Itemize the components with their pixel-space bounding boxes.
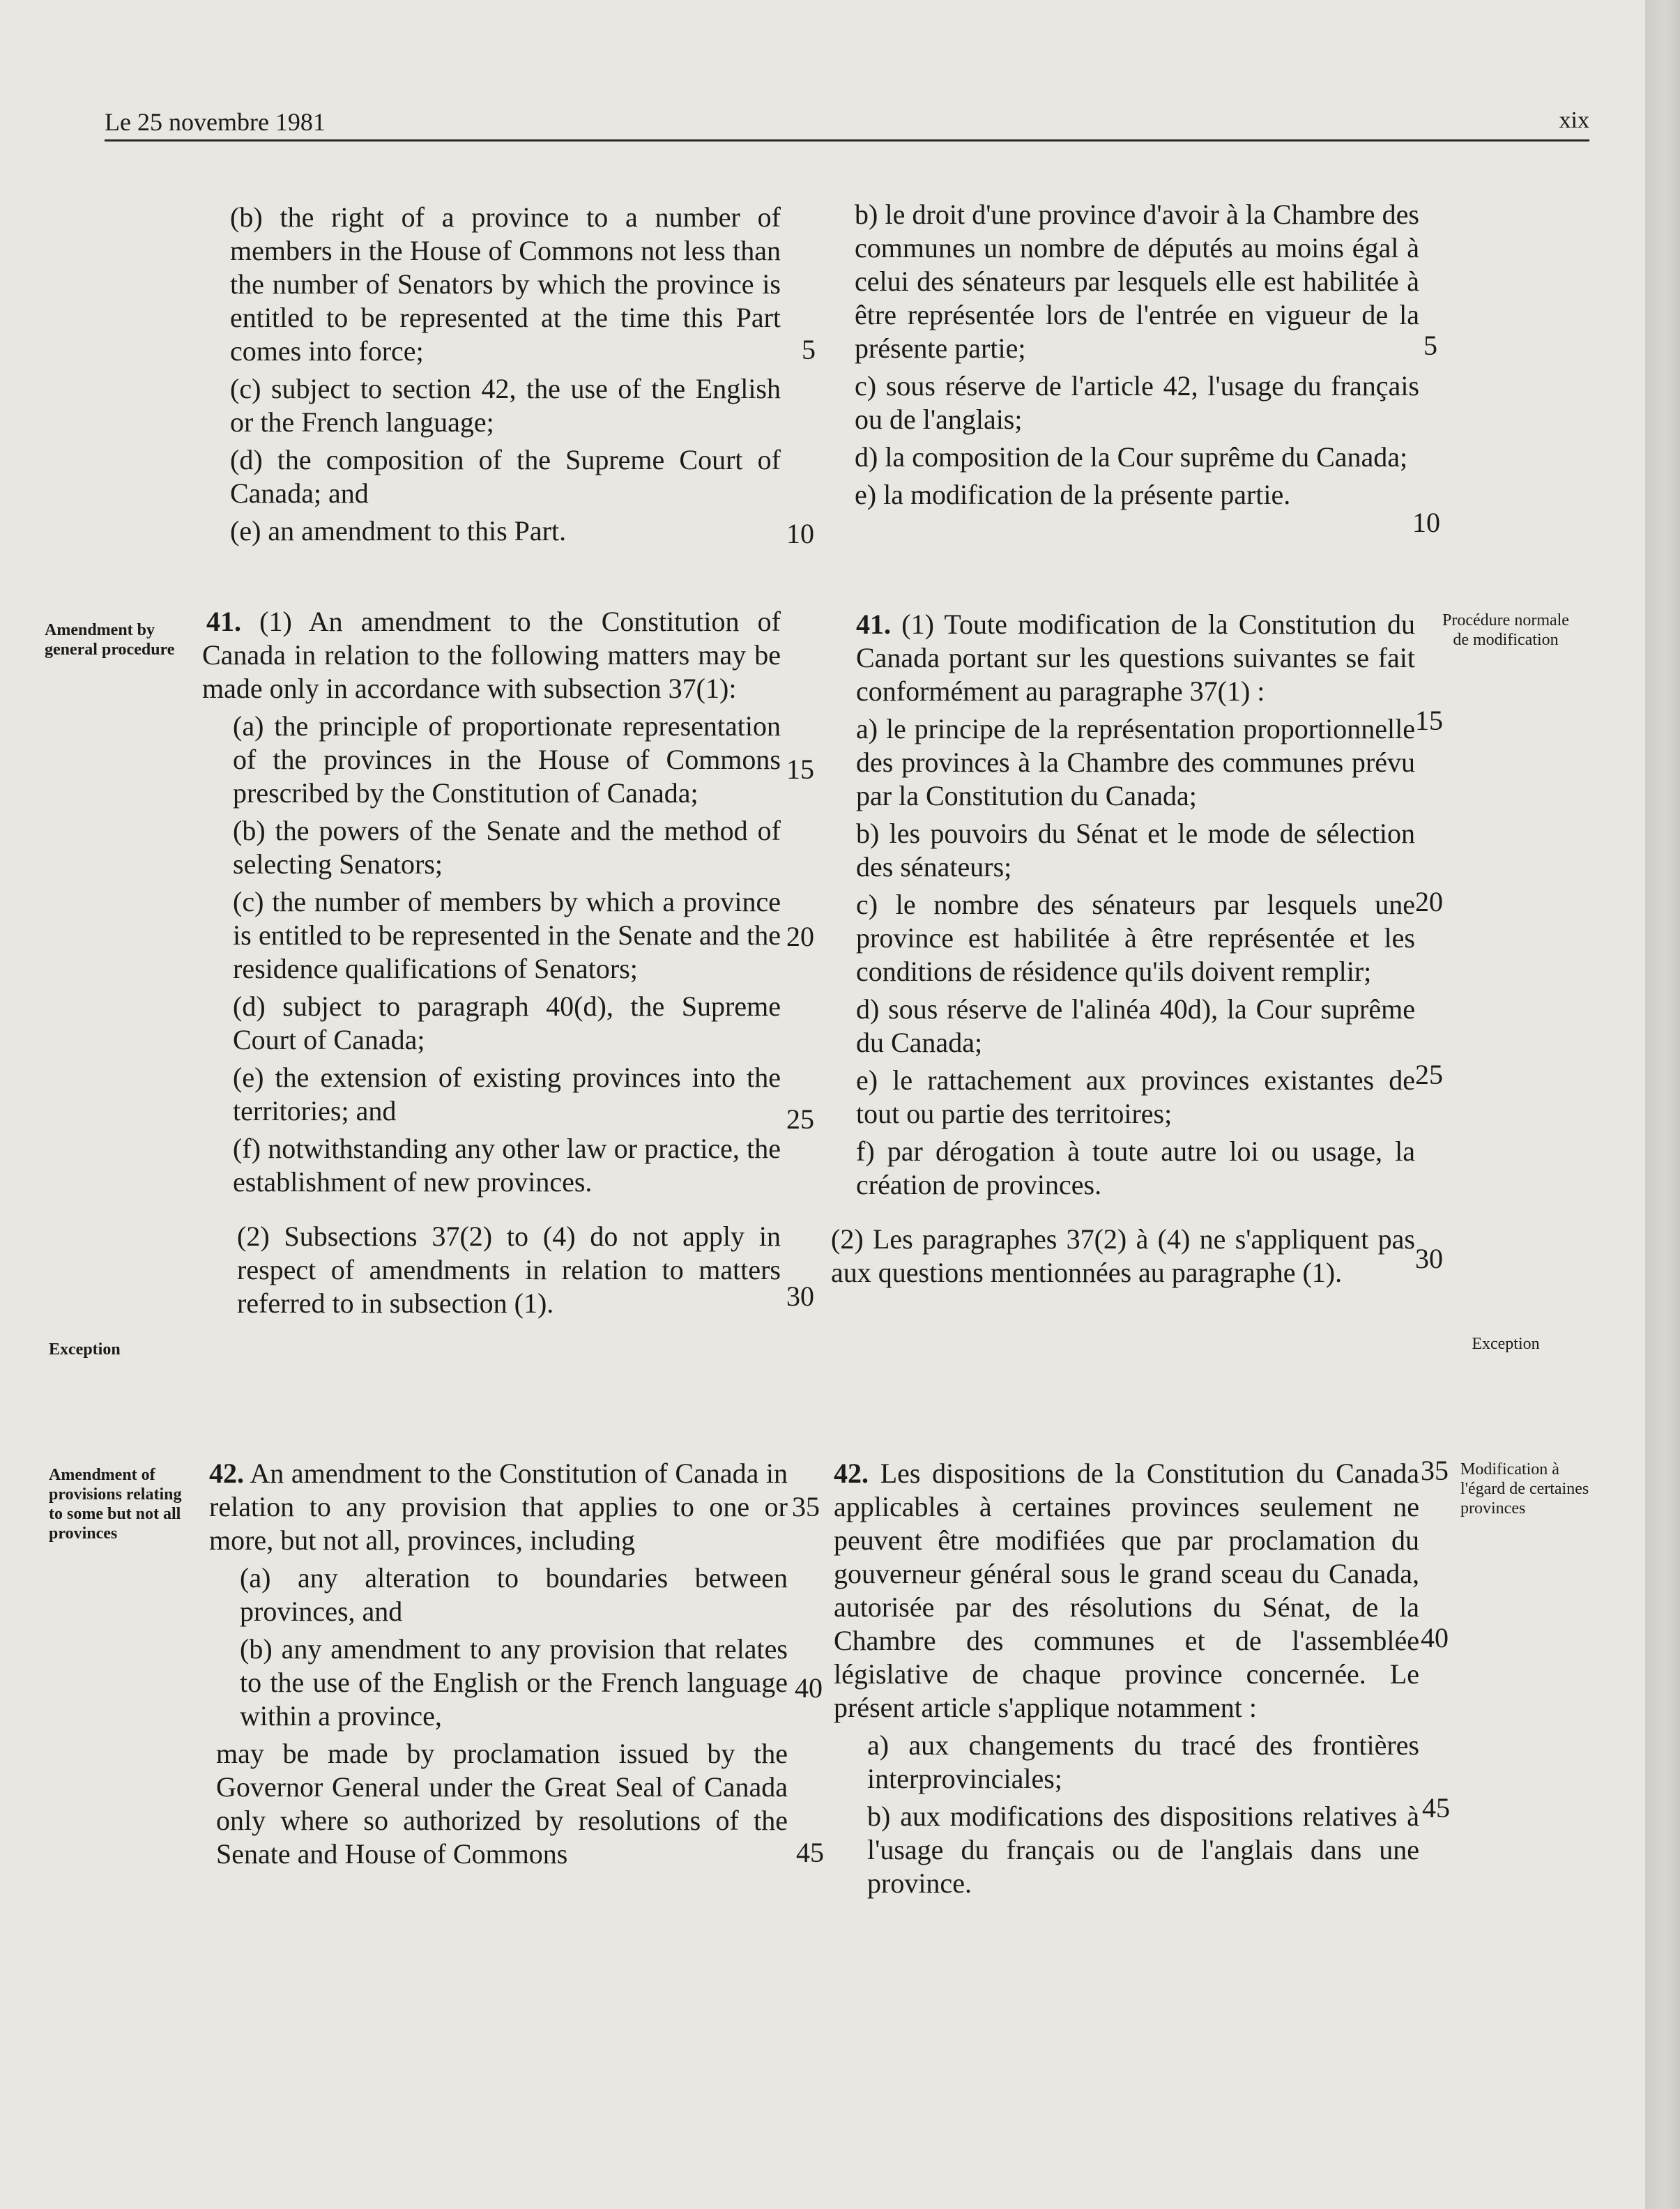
english-column-s42 [209, 1457, 788, 1875]
fr-section-42-text: Les dispositions de la Constitution du Canada applicables à certaines provinces seulement ne peuvent être modifiées que par proclamation du gouverneur général sous le grand sceau du Canada, autorisée par des résolutions du Sénat, de la Chambre des communes et de l'assemblée législative de chaque province concernée. Le présent article s'applique notamment : [834, 1458, 1420, 1723]
en-para-41-e: (e) the extension of existing provinces into the territories; and [233, 1062, 781, 1126]
en-para-41-d: (d) subject to paragraph 40(d), the Supreme Court of Canada; [233, 991, 781, 1055]
en-line-number: 35 [792, 1491, 820, 1522]
fr-para-42-a: a) aux changements du tracé des frontières interprovinciales; [867, 1729, 1419, 1794]
en-section-41-number: 41. [206, 606, 241, 637]
fr-line-number: 30 [1415, 1243, 1443, 1274]
en-para-41-c: (c) the number of members by which a province is entitled to be represented in the Senate and the residence qualifications of Senators; [233, 886, 781, 984]
fr-para-d-prev: d) la composition de la Cour suprême du Canada; [855, 441, 1408, 473]
margin-note-fr-41-2: Exception [1472, 1335, 1540, 1353]
margin-note-en-41-2: Exception [49, 1340, 121, 1359]
en-line-number: 5 [802, 334, 816, 365]
fr-line-number: 25 [1415, 1059, 1443, 1090]
french-column [855, 198, 1419, 540]
fr-para-41-c: c) le nombre des sénateurs par lesquels une province est habilitée à être représentée et les conditions de résidence qu'ils doivent remplir; [856, 889, 1415, 987]
en-line-number: 25 [786, 1103, 814, 1135]
fr-para-42-b: b) aux modifications des dispositions relatives à l'usage du français ou de l'anglais dans une province. [867, 1801, 1419, 1899]
en-line-number: 20 [786, 921, 814, 952]
header-date: Le 25 novembre 1981 [105, 108, 326, 136]
fr-para-41-b: b) les pouvoirs du Sénat et le mode de sélection des sénateurs; [856, 818, 1415, 882]
en-section-42-end: may be made by proclamation issued by the Governor General under the Great Seal of Canada only where so authorized by resolutions of the Senate and House of Commons [216, 1738, 788, 1870]
fr-line-number: 45 [1422, 1792, 1450, 1824]
fr-para-e-prev: e) la modification de la présente partie. [855, 479, 1291, 510]
en-line-number: 15 [786, 754, 814, 785]
page-edge [1645, 0, 1680, 2209]
en-line-number: 45 [796, 1837, 824, 1868]
fr-section-41-number: 41. [856, 609, 891, 640]
margin-note-en-41: Amendment by general procedure [45, 621, 175, 659]
fr-line-number: 5 [1423, 330, 1437, 361]
fr-para-41-d: d) sous réserve de l'alinéa 40d), la Cour suprême du Canada; [856, 993, 1415, 1058]
fr-para-41-a: a) le principe de la représentation proportionnelle des provinces à la Chambre des communes prévu par la Constitution du Canada; [856, 713, 1415, 811]
french-column-s42 [834, 1457, 1419, 1904]
en-line-number: 10 [786, 518, 814, 549]
fr-line-number: 20 [1415, 886, 1443, 917]
fr-para-41-f: f) par dérogation à toute autre loi ou usage, la création de provinces. [856, 1136, 1415, 1200]
en-para-c-prev: (c) subject to section 42, the use of the English or the French language; [230, 373, 781, 438]
en-section-41-1 [202, 605, 781, 705]
fr-section-42 [834, 1457, 1419, 1725]
en-section-42 [209, 1457, 788, 1557]
fr-para-41-e: e) le rattachement aux provinces existantes de tout ou partie des territoires; [856, 1064, 1415, 1129]
en-line-number: 40 [795, 1672, 823, 1704]
en-line-number: 30 [786, 1281, 814, 1312]
en-para-42-b: (b) any amendment to any provision that relates to the use of the English or the French language within a province, [240, 1633, 788, 1732]
fr-line-number: 35 [1421, 1455, 1449, 1486]
en-section-42-text: An amendment to the Constitution of Canada in relation to any provision that applies to one or more, but not all, provinces, including [209, 1458, 788, 1556]
en-para-d-prev: (d) the composition of the Supreme Court of Canada; and [230, 444, 781, 509]
en-para-41-a: (a) the principle of proportionate representation of the provinces in the House of Commons prescribed by the Constitution of Canada; [233, 710, 781, 809]
en-para-e-prev: (e) an amendment to this Part. [230, 515, 567, 546]
fr-line-number: 10 [1412, 507, 1440, 538]
fr-section-42-number: 42. [834, 1458, 869, 1489]
en-para-b-prev: (b) the right of a province to a number of members in the House of Commons not less than the number of Senators by which the province is entitled to be represented at the time this Part comes into force; [230, 201, 781, 367]
running-header [105, 98, 1589, 142]
fr-para-b-prev: b) le droit d'une province d'avoir à la Chambre des communes un nombre de députés au moins égal à celui des sénateurs par lesquels elle est habilitée à être représentée lors de l'entrée en vigueur de la présente partie; [855, 199, 1419, 364]
fr-line-number: 40 [1421, 1622, 1449, 1653]
fr-para-c-prev: c) sous réserve de l'article 42, l'usage du français ou de l'anglais; [855, 370, 1419, 435]
en-section-41-1-text: (1) An amendment to the Constitution of Canada in relation to the following matters may be made only in accordance with subsection 37(1): [202, 606, 781, 704]
fr-section-41-1-text: (1) Toute modification de la Constitution du Canada portant sur les questions suivantes se fait conformément au paragraphe 37(1) : [856, 609, 1415, 707]
en-para-41-f: (f) notwithstanding any other law or practice, the establishment of new provinces. [233, 1133, 781, 1198]
page-folio: xix [1559, 107, 1589, 133]
fr-line-number: 15 [1415, 705, 1443, 736]
en-section-41-2: (2) Subsections 37(2) to (4) do not apply in respect of amendments in relation to matters referred to in subsection (1). [237, 1221, 781, 1319]
margin-note-fr-42: Modification à l'égard de certaines provinces [1460, 1460, 1589, 1518]
french-column-s41 [823, 608, 1415, 1294]
fr-section-41-2: (2) Les paragraphes 37(2) à (4) ne s'appliquent pas aux questions mentionnées au paragraphe (1). [831, 1223, 1415, 1288]
en-para-42-a: (a) any alteration to boundaries between provinces, and [240, 1562, 788, 1627]
margin-note-fr-41: Procédure normale de modification [1442, 611, 1569, 649]
english-column [202, 201, 781, 1324]
en-section-42-number: 42. [209, 1458, 244, 1489]
fr-section-41-1 [823, 608, 1415, 708]
margin-note-en-42: Amendment of provisions relating to some but not all provinces [49, 1466, 182, 1543]
en-para-41-b: (b) the powers of the Senate and the method of selecting Senators; [233, 815, 781, 880]
